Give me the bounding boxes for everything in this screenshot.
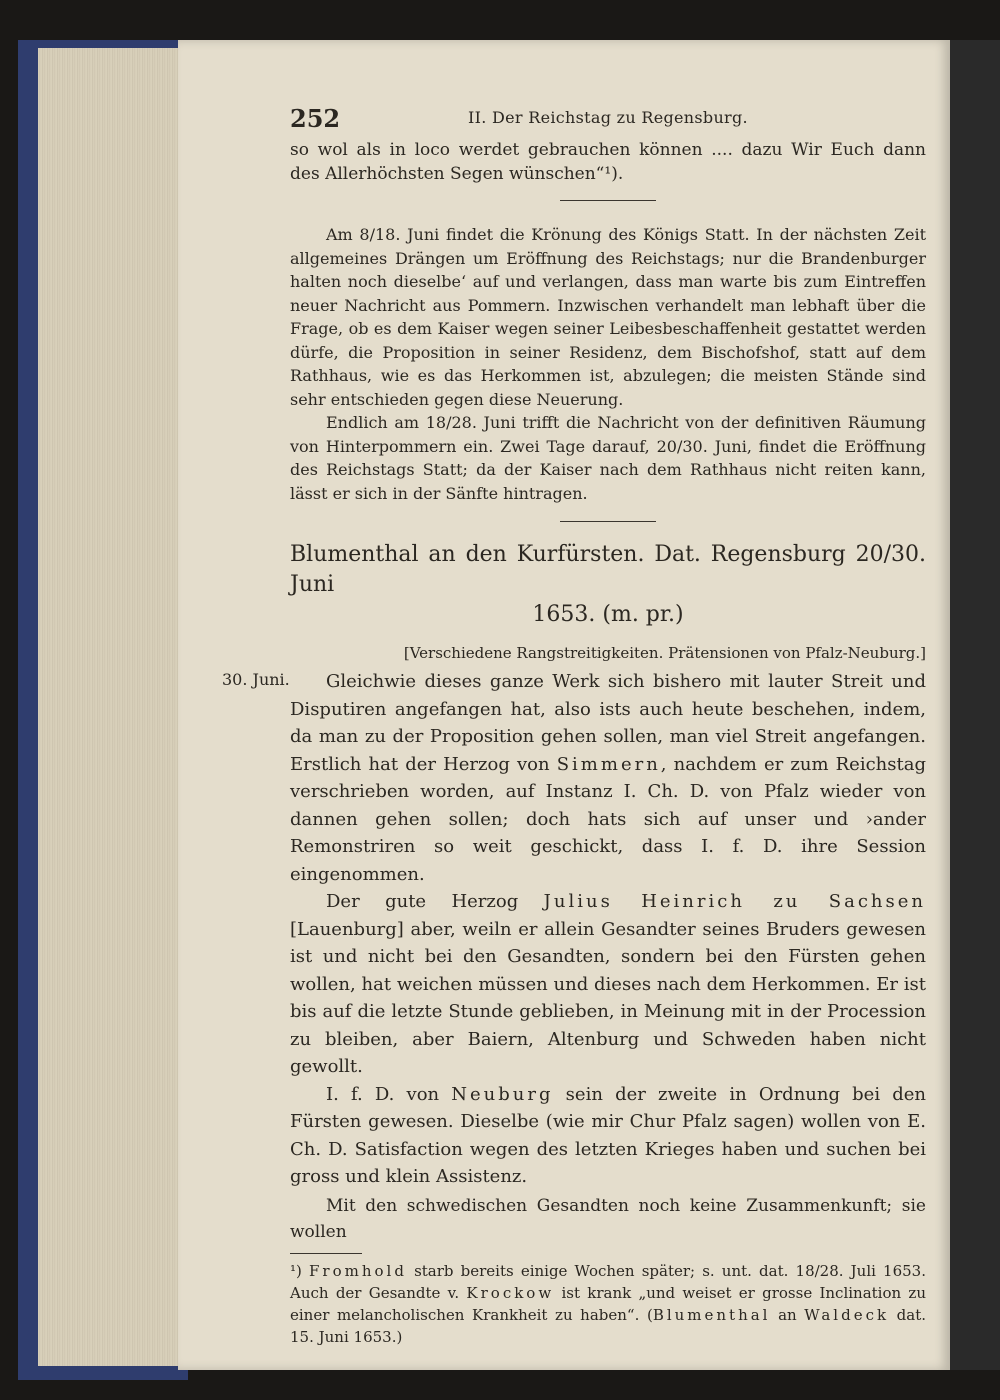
intro-line-2: des Allerhöchsten Segen wünschen“¹).	[290, 164, 624, 184]
page-stack-edge	[38, 48, 188, 1366]
person-name: Simmern	[556, 753, 661, 775]
marginal-date: 30. Juni.	[222, 670, 290, 689]
section-divider	[560, 521, 656, 522]
letter-paragraph-2: Der gute Herzog Julius Heinrich zu Sachsen [Lauenburg] aber, weiln er allein Gesandter seines Bruders gewesen ist und nicht bei den Gesandten, sondern bei den Fürsten gehen wollen, hat weichen müssen und dieses nach dem Herkommen. Er ist bis auf die letzte Stunde geblieben, in Meinung mit in der Procession zu bleiben, aber Baiern, Altenburg und Schweden haben nicht gewollt.	[290, 891, 926, 1077]
intro-line-1: so wol als in loco werdet gebrauchen können .... dazu Wir Euch dann	[290, 140, 926, 160]
person-name: Krockow	[466, 1283, 555, 1302]
letter-heading-line-2: 1653. (m. pr.)	[532, 602, 684, 627]
person-name: Waldeck	[804, 1305, 890, 1324]
letter-paragraph-3: I. f. D. von Neuburg sein der zweite in Ordnung bei den Fürsten gewesen. Dieselbe (wie mir Chur Pfalz sagen) wollen von E. Ch. D. Satisfaction wegen des letzten Krieges haben und suchen bei gross und klein Assistenz.	[290, 1083, 926, 1187]
footnote: ¹) Fromhold starb bereits einige Wochen später; s. unt. dat. 18/28. Juli 1653. Auch der Gesandte v. Krockow ist krank „und weiset er grosse Inclination zu einer melancholischen Krankheit zu haben“. (Blumenthal an Waldeck dat. 15. Juni 1653.)	[290, 1261, 926, 1346]
footnote-divider	[290, 1253, 362, 1254]
page-header	[290, 102, 926, 138]
section-divider	[560, 200, 656, 201]
summary-paragraph-2: Endlich am 18/28. Juni trifft die Nachricht von der definitiven Räumung von Hinterpommern ein. Zwei Tage darauf, 20/30. Juni, findet die Eröffnung des Reichstags Statt; da der Kaiser nach dem Rathhaus nicht reiten kann, lässt er sich in der Sänfte hintragen.	[290, 413, 926, 503]
letter-heading-line-1: Blumenthal an den Kurfürsten. Dat. Regensburg 20/30. Juni	[290, 542, 926, 597]
letter-paragraph-1: Gleichwie dieses ganze Werk sich bishero mit lauter Streit und Disputiren angefangen hat, also ists auch heute beschehen, indem, da man zu der Proposition gehen sollen, man viel Streit angefangen. Erstlich hat der Herzog von Simmern, nachdem er zum Reichstag verschrieben worden, auf Instanz I. Ch. D. von Pfalz wieder von dannen gehen sollen; doch hats sich auf unser und ›ander Remonstriren so weit geschickt, dass I. f. D. ihre Session eingenommen.	[290, 671, 926, 885]
letter-heading	[290, 540, 926, 630]
running-title: II. Der Reichstag zu Regensburg.	[468, 108, 748, 127]
person-name: Julius Heinrich zu Sachsen	[543, 891, 926, 912]
book-page	[178, 40, 950, 1370]
page-number: 252	[290, 104, 341, 133]
person-name: Blumenthal	[652, 1305, 771, 1324]
letter-paragraph-4: Mit den schwedischen Gesandten noch keine Zusammenkunft; sie wollen	[290, 1195, 926, 1242]
person-name: Neuburg	[451, 1083, 554, 1105]
summary-paragraph-1: Am 8/18. Juni findet die Krönung des Königs Statt. In der nächsten Zeit allgemeines Drängen um Eröffnung des Reichstags; nur die Brandenburger halten noch dieselbe‘ auf und verlangen, dass man warte bis zum Eintreffen neuer Nachricht aus Pommern. Inzwischen verhandelt man lebhaft über die Frage, ob es dem Kaiser wegen seiner Leibesbeschaffenheit gestattet werden dürfe, die Proposition in seiner Residenz, dem Bischofshof, statt auf dem Rathhaus, wie es das Herkommen ist, abzulegen; die meisten Stände sind sehr entschieden gegen diese Neuerung.	[290, 225, 926, 409]
letter-body	[222, 668, 926, 1245]
background-strip	[950, 40, 1000, 1370]
letter-subject: [Verschiedene Rangstreitigkeiten. Prätensionen von Pfalz-Neuburg.]	[403, 644, 926, 662]
page-content	[222, 102, 926, 1348]
person-name: Fromhold	[309, 1261, 407, 1280]
